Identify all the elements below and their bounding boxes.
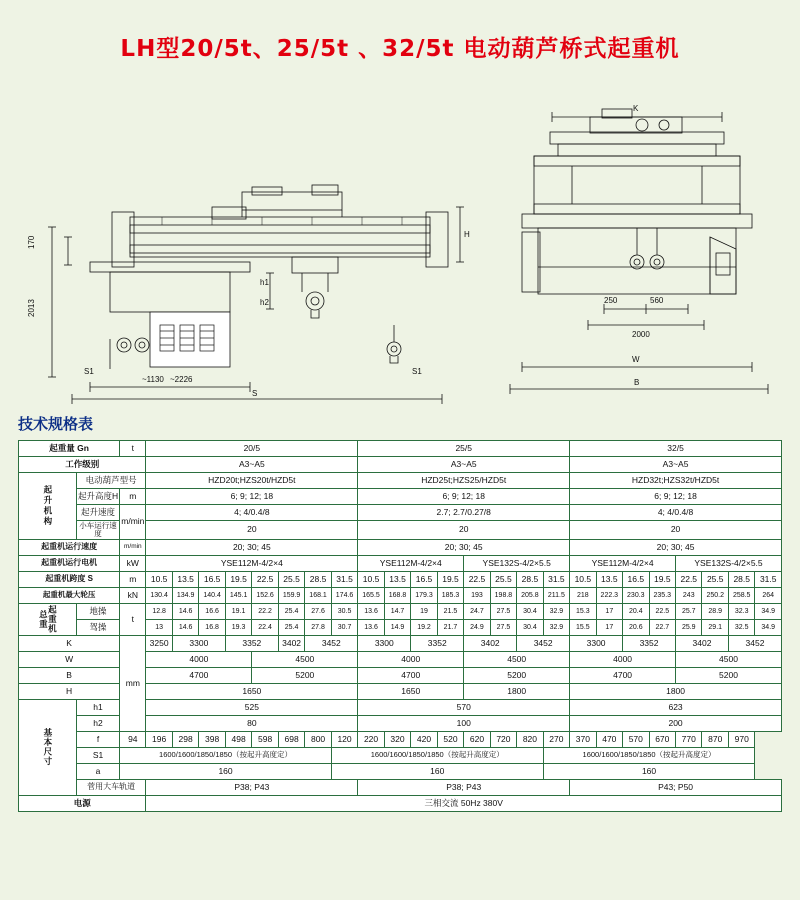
span-cell: 16.5 bbox=[623, 571, 649, 587]
wheel-load-cell: 235.3 bbox=[649, 587, 675, 603]
S1-cell: 1600/1600/1850/1850（按起升高度定） bbox=[543, 747, 755, 763]
weight-cell: 19.3 bbox=[225, 619, 251, 635]
svg-text:~1130: ~1130 bbox=[142, 375, 164, 384]
f-cell: 570 bbox=[623, 731, 649, 747]
weight-cell: 32.5 bbox=[728, 619, 754, 635]
weight-cell: 14.6 bbox=[172, 619, 198, 635]
f-cell: 620 bbox=[464, 731, 490, 747]
span-cell: 31.5 bbox=[331, 571, 357, 587]
svg-text:170: 170 bbox=[27, 235, 36, 249]
table-row-capacity bbox=[19, 441, 782, 457]
span-cell: 22.5 bbox=[252, 571, 278, 587]
row-label-a: a bbox=[76, 763, 119, 779]
unit-basic: mm bbox=[120, 635, 146, 731]
weight-cell: 32.9 bbox=[543, 619, 569, 635]
weight-cell: 30.7 bbox=[331, 619, 357, 635]
crane-speed-20-5: 20; 30; 45 bbox=[146, 539, 358, 555]
span-cell: 28.5 bbox=[305, 571, 331, 587]
h2-cell: 200 bbox=[570, 715, 782, 731]
weight-cell: 32.3 bbox=[728, 603, 754, 619]
lift-speed-32-5: 4; 4/0.4/8 bbox=[570, 505, 782, 521]
wheel-load-cell: 179.3 bbox=[411, 587, 437, 603]
weight-cell: 22.5 bbox=[649, 603, 675, 619]
wheel-load-cell: 159.9 bbox=[278, 587, 305, 603]
weight-cell: 28.9 bbox=[702, 603, 728, 619]
lift-height-32-5: 6; 9; 12; 18 bbox=[570, 489, 782, 505]
span-cell: 22.5 bbox=[464, 571, 490, 587]
svg-text:W: W bbox=[632, 355, 640, 364]
svg-text:h1: h1 bbox=[260, 278, 269, 287]
wheel-load-cell: 258.5 bbox=[728, 587, 754, 603]
wheel-load-cell: 243 bbox=[676, 587, 702, 603]
span-cell: 25.5 bbox=[278, 571, 305, 587]
motor-25-5-a: YSE112M-4/2×4 bbox=[358, 555, 464, 571]
table-row-span bbox=[19, 571, 782, 587]
span-cell: 10.5 bbox=[146, 571, 173, 587]
wheel-load-cell: 211.5 bbox=[543, 587, 569, 603]
span-cell: 19.5 bbox=[437, 571, 463, 587]
span-cell: 28.5 bbox=[517, 571, 543, 587]
weight-cell: 20.4 bbox=[623, 603, 649, 619]
svg-text:2000: 2000 bbox=[632, 330, 650, 339]
f-cell: 970 bbox=[728, 731, 754, 747]
trolley-speed-25-5: 20 bbox=[358, 521, 570, 540]
svg-text:560: 560 bbox=[650, 296, 664, 305]
K-cell: 3452 bbox=[728, 635, 781, 651]
capacity-20-5: 20/5 bbox=[146, 441, 358, 457]
weight-cell: 13.6 bbox=[358, 619, 384, 635]
row-label-cab: 驾操 bbox=[76, 619, 119, 635]
weight-cell: 13 bbox=[146, 619, 173, 635]
row-label-h2: h2 bbox=[76, 715, 119, 731]
unit-speed: m/min bbox=[120, 505, 146, 540]
span-cell: 13.5 bbox=[384, 571, 410, 587]
table-row-S1 bbox=[19, 747, 782, 763]
H-cell: 1800 bbox=[464, 683, 570, 699]
f-cell: 270 bbox=[543, 731, 569, 747]
weight-cell: 27.5 bbox=[490, 619, 516, 635]
f-cell: 470 bbox=[596, 731, 622, 747]
weight-cell: 25.4 bbox=[278, 603, 305, 619]
weight-cell: 30.5 bbox=[331, 603, 357, 619]
wheel-load-cell: 174.6 bbox=[331, 587, 357, 603]
weight-cell: 27.6 bbox=[305, 603, 331, 619]
h1-cell: 525 bbox=[146, 699, 358, 715]
motor-32-5-a: YSE112M-4/2×4 bbox=[570, 555, 676, 571]
duty-25-5: A3~A5 bbox=[358, 457, 570, 473]
lift-speed-25-5: 2.7; 2.7/0.27/8 bbox=[358, 505, 570, 521]
f-cell: 820 bbox=[517, 731, 543, 747]
wheel-load-cell: 165.5 bbox=[358, 587, 384, 603]
wheel-load-cell: 264 bbox=[755, 587, 782, 603]
wheel-load-cell: 185.3 bbox=[437, 587, 463, 603]
f-cell: 870 bbox=[702, 731, 728, 747]
weight-cell: 29.1 bbox=[702, 619, 728, 635]
capacity-32-5: 32/5 bbox=[570, 441, 782, 457]
group-label-total-weight: 起重机总重 bbox=[19, 603, 77, 635]
H-cell: 1650 bbox=[146, 683, 358, 699]
weight-cell: 30.4 bbox=[517, 619, 543, 635]
f-cell: 94 bbox=[120, 731, 146, 747]
wheel-load-cell: 145.1 bbox=[225, 587, 251, 603]
rail-cell: P38; P43 bbox=[146, 779, 358, 795]
W-cell: 4000 bbox=[146, 651, 252, 667]
W-cell: 4500 bbox=[464, 651, 570, 667]
row-label-W: W bbox=[19, 651, 120, 667]
weight-cell: 27.8 bbox=[305, 619, 331, 635]
f-cell: 196 bbox=[146, 731, 173, 747]
weight-cell: 30.4 bbox=[517, 603, 543, 619]
f-cell: 770 bbox=[676, 731, 702, 747]
span-cell: 19.5 bbox=[649, 571, 675, 587]
table-row-f bbox=[19, 731, 782, 747]
span-cell: 13.5 bbox=[172, 571, 198, 587]
wheel-load-cell: 205.8 bbox=[517, 587, 543, 603]
weight-cell: 14.9 bbox=[384, 619, 410, 635]
B-cell: 4700 bbox=[146, 667, 252, 683]
weight-cell: 19.2 bbox=[411, 619, 437, 635]
span-cell: 19.5 bbox=[225, 571, 251, 587]
unit-crane-speed: m/min bbox=[120, 539, 146, 555]
unit-wheel-load: kN bbox=[120, 587, 146, 603]
weight-cell: 22.2 bbox=[252, 603, 278, 619]
wheel-load-cell: 140.4 bbox=[199, 587, 225, 603]
W-cell: 4000 bbox=[570, 651, 676, 667]
row-label-motor: 起重机运行电机 bbox=[19, 555, 120, 571]
trolley-speed-32-5: 20 bbox=[570, 521, 782, 540]
svg-text:K: K bbox=[633, 104, 639, 113]
table-row-lift-speed bbox=[19, 505, 782, 521]
row-label-power: 电源 bbox=[19, 795, 146, 811]
f-cell: 220 bbox=[358, 731, 384, 747]
W-cell: 4500 bbox=[676, 651, 782, 667]
table-row-motor bbox=[19, 555, 782, 571]
f-cell: 520 bbox=[437, 731, 463, 747]
weight-cell: 14.6 bbox=[172, 603, 198, 619]
crane-speed-25-5: 20; 30; 45 bbox=[358, 539, 570, 555]
table-row-hoist-model bbox=[19, 473, 782, 489]
section-title: 技术规格表 bbox=[18, 416, 94, 433]
a-cell: 160 bbox=[543, 763, 755, 779]
wheel-load-cell: 168.1 bbox=[305, 587, 331, 603]
motor-20-5: YSE112M-4/2×4 bbox=[146, 555, 358, 571]
f-cell: 698 bbox=[278, 731, 305, 747]
wheel-load-cell: 230.3 bbox=[623, 587, 649, 603]
row-label-capacity: 起重量 Gn bbox=[19, 441, 120, 457]
f-cell: 320 bbox=[384, 731, 410, 747]
rail-cell: P43; P50 bbox=[570, 779, 782, 795]
row-label-S1: S1 bbox=[76, 747, 119, 763]
svg-text:h2: h2 bbox=[260, 298, 269, 307]
lift-height-25-5: 6; 9; 12; 18 bbox=[358, 489, 570, 505]
span-cell: 16.5 bbox=[199, 571, 225, 587]
row-label-h1: h1 bbox=[76, 699, 119, 715]
weight-cell: 17 bbox=[596, 619, 622, 635]
motor-32-5-b: YSE132S-4/2×5.5 bbox=[676, 555, 782, 571]
h1-cell: 623 bbox=[570, 699, 782, 715]
table-row-a bbox=[19, 763, 782, 779]
f-cell: 720 bbox=[490, 731, 516, 747]
K-cell: 3352 bbox=[623, 635, 676, 651]
S1-cell: 1600/1600/1850/1850（按起升高度定） bbox=[331, 747, 543, 763]
f-cell: 598 bbox=[252, 731, 278, 747]
wheel-load-cell: 250.2 bbox=[702, 587, 728, 603]
row-label-trolley-speed: 小车运行速度 bbox=[76, 521, 119, 540]
span-cell: 16.5 bbox=[411, 571, 437, 587]
power-value: 三相交流 50Hz 380V bbox=[146, 795, 782, 811]
f-cell: 120 bbox=[331, 731, 357, 747]
span-cell: 25.5 bbox=[490, 571, 516, 587]
row-label-H: H bbox=[19, 683, 120, 699]
svg-text:S1: S1 bbox=[412, 367, 422, 376]
weight-cell: 25.7 bbox=[676, 603, 702, 619]
svg-text:B: B bbox=[634, 378, 640, 387]
row-label-lift-height: 起升高度H bbox=[76, 489, 119, 505]
row-label-hoist-model: 电动葫芦型号 bbox=[76, 473, 146, 489]
weight-cell: 21.7 bbox=[437, 619, 463, 635]
capacity-25-5: 25/5 bbox=[358, 441, 570, 457]
row-label-rail: 菅用大车轨道 bbox=[76, 779, 146, 795]
svg-text:250: 250 bbox=[604, 296, 618, 305]
trolley-speed-20-5: 20 bbox=[146, 521, 358, 540]
K-cell: 3300 bbox=[570, 635, 623, 651]
B-cell: 5200 bbox=[464, 667, 570, 683]
unit-span: m bbox=[120, 571, 146, 587]
weight-cell: 25.4 bbox=[278, 619, 305, 635]
h1-cell: 570 bbox=[358, 699, 570, 715]
wheel-load-cell: 222.3 bbox=[596, 587, 622, 603]
group-label-hoist: 起升机构 bbox=[19, 473, 77, 540]
weight-cell: 34.9 bbox=[755, 603, 782, 619]
S1-cell: 1600/1600/1850/1850（按起升高度定） bbox=[120, 747, 332, 763]
f-cell: 670 bbox=[649, 731, 675, 747]
duty-32-5: A3~A5 bbox=[570, 457, 782, 473]
wheel-load-cell: 168.8 bbox=[384, 587, 410, 603]
weight-cell: 25.9 bbox=[676, 619, 702, 635]
weight-cell: 17 bbox=[596, 603, 622, 619]
table-row-duty bbox=[19, 457, 782, 473]
B-cell: 5200 bbox=[676, 667, 782, 683]
page-title: LH型20/5t、25/5t 、32/5t 电动葫芦桥式起重机 bbox=[120, 36, 680, 62]
table-row-wheel-load bbox=[19, 587, 782, 603]
svg-text:~2226: ~2226 bbox=[170, 375, 193, 384]
row-label-B: B bbox=[19, 667, 120, 683]
K-cell: 3402 bbox=[676, 635, 729, 651]
table-row-crane-speed bbox=[19, 539, 782, 555]
H-cell: 1800 bbox=[570, 683, 782, 699]
weight-cell: 32.9 bbox=[543, 603, 569, 619]
weight-cell: 24.9 bbox=[464, 619, 490, 635]
span-cell: 13.5 bbox=[596, 571, 622, 587]
K-cell: 3402 bbox=[464, 635, 517, 651]
K-cell: 3352 bbox=[411, 635, 464, 651]
K-cell: 3402 bbox=[278, 635, 305, 651]
weight-cell: 16.8 bbox=[199, 619, 225, 635]
unit-motor: kW bbox=[120, 555, 146, 571]
f-cell: 370 bbox=[570, 731, 596, 747]
f-cell: 800 bbox=[305, 731, 331, 747]
wheel-load-cell: 193 bbox=[464, 587, 490, 603]
table-row-weight-ground bbox=[19, 603, 782, 619]
hoist-model-32-5: HZD32t;HZS32t/HZD5t bbox=[570, 473, 782, 489]
K-cell: 3452 bbox=[305, 635, 358, 651]
weight-cell: 21.5 bbox=[437, 603, 463, 619]
left-elevation-diagram bbox=[12, 77, 482, 407]
f-cell: 498 bbox=[225, 731, 251, 747]
svg-text:H: H bbox=[464, 230, 470, 239]
table-row-K bbox=[19, 635, 782, 651]
h2-cell: 100 bbox=[358, 715, 570, 731]
B-cell: 4700 bbox=[570, 667, 676, 683]
motor-25-5-b: YSE132S-4/2×5.5 bbox=[464, 555, 570, 571]
K-cell: 3250 bbox=[146, 635, 173, 651]
row-label-lift-speed: 起升速度 bbox=[76, 505, 119, 521]
f-cell: 298 bbox=[172, 731, 198, 747]
crane-speed-32-5: 20; 30; 45 bbox=[570, 539, 782, 555]
table-row-lift-height bbox=[19, 489, 782, 505]
weight-cell: 27.5 bbox=[490, 603, 516, 619]
weight-cell: 16.6 bbox=[199, 603, 225, 619]
weight-cell: 20.6 bbox=[623, 619, 649, 635]
span-cell: 28.5 bbox=[728, 571, 754, 587]
row-label-K: K bbox=[19, 635, 120, 651]
weight-cell: 14.7 bbox=[384, 603, 410, 619]
table-row-rail bbox=[19, 779, 782, 795]
W-cell: 4000 bbox=[358, 651, 464, 667]
lift-speed-20-5: 4; 4/0.4/8 bbox=[146, 505, 358, 521]
wheel-load-cell: 130.4 bbox=[146, 587, 173, 603]
f-cell: 420 bbox=[411, 731, 437, 747]
duty-20-5: A3~A5 bbox=[146, 457, 358, 473]
B-cell: 5200 bbox=[252, 667, 358, 683]
svg-text:S: S bbox=[252, 389, 258, 398]
B-cell: 4700 bbox=[358, 667, 464, 683]
row-label-duty: 工作级别 bbox=[19, 457, 146, 473]
weight-cell: 19 bbox=[411, 603, 437, 619]
K-cell: 3300 bbox=[172, 635, 225, 651]
f-cell: 398 bbox=[199, 731, 225, 747]
row-label-ground: 地操 bbox=[76, 603, 119, 619]
span-cell: 10.5 bbox=[358, 571, 384, 587]
wheel-load-cell: 198.8 bbox=[490, 587, 516, 603]
W-cell: 4500 bbox=[252, 651, 358, 667]
right-section-diagram bbox=[492, 77, 792, 407]
K-cell: 3300 bbox=[358, 635, 411, 651]
svg-text:S1: S1 bbox=[84, 367, 94, 376]
lift-height-20-5: 6; 9; 12; 18 bbox=[146, 489, 358, 505]
weight-cell: 12.8 bbox=[146, 603, 173, 619]
weight-cell: 24.7 bbox=[464, 603, 490, 619]
weight-cell: 13.6 bbox=[358, 603, 384, 619]
unit-capacity: t bbox=[120, 441, 146, 457]
rail-cell: P38; P43 bbox=[358, 779, 570, 795]
weight-cell: 15.3 bbox=[570, 603, 596, 619]
span-cell: 25.5 bbox=[702, 571, 728, 587]
unit-total-weight: t bbox=[120, 603, 146, 635]
h2-cell: 80 bbox=[146, 715, 358, 731]
row-label-crane-speed: 起重机运行速度 bbox=[19, 539, 120, 555]
group-label-basic: 基本尺寸 bbox=[19, 699, 77, 795]
K-cell: 3352 bbox=[225, 635, 278, 651]
span-cell: 10.5 bbox=[570, 571, 596, 587]
row-label-wheel-load: 起重机最大轮压 bbox=[19, 587, 120, 603]
wheel-load-cell: 134.9 bbox=[172, 587, 198, 603]
weight-cell: 34.9 bbox=[755, 619, 782, 635]
table-row-power bbox=[19, 795, 782, 811]
a-cell: 160 bbox=[120, 763, 332, 779]
wheel-load-cell: 152.6 bbox=[252, 587, 278, 603]
weight-cell: 19.1 bbox=[225, 603, 251, 619]
technical-diagrams bbox=[12, 77, 788, 407]
span-cell: 31.5 bbox=[755, 571, 782, 587]
weight-cell: 22.4 bbox=[252, 619, 278, 635]
span-cell: 31.5 bbox=[543, 571, 569, 587]
H-cell: 1650 bbox=[358, 683, 464, 699]
a-cell: 160 bbox=[331, 763, 543, 779]
weight-cell: 15.5 bbox=[570, 619, 596, 635]
hoist-model-25-5: HZD25t;HZS25/HZD5t bbox=[358, 473, 570, 489]
hoist-model-20-5: HZD20t;HZS20t/HZD5t bbox=[146, 473, 358, 489]
unit-lift-height: m bbox=[120, 489, 146, 505]
span-cell: 22.5 bbox=[676, 571, 702, 587]
row-label-f: f bbox=[76, 731, 119, 747]
specification-table bbox=[18, 440, 782, 812]
row-label-span: 起重机跨度 S bbox=[19, 571, 120, 587]
K-cell: 3452 bbox=[517, 635, 570, 651]
wheel-load-cell: 218 bbox=[570, 587, 596, 603]
weight-cell: 22.7 bbox=[649, 619, 675, 635]
svg-text:2013: 2013 bbox=[27, 299, 36, 317]
